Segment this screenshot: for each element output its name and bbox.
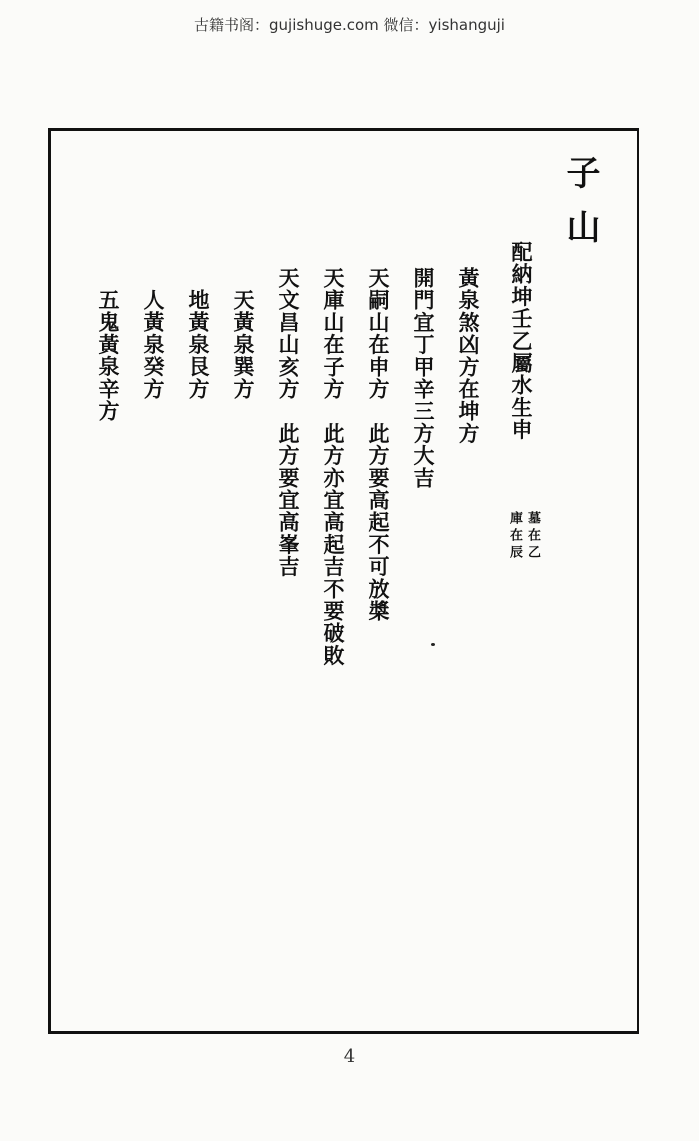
text-column-3: 開門宜丁甲辛三方大吉 (411, 267, 436, 489)
text-column-6: 天文昌山亥方 此方要宜高峯吉 (276, 267, 301, 578)
page-frame (48, 128, 639, 1034)
annotation-note-2: 庫在辰 (507, 511, 522, 562)
text-column-5: 天庫山在子方 此方亦宜高起吉不要破敗 (321, 267, 346, 667)
text-column-9: 人黃泉癸方 (141, 289, 166, 400)
text-column-4: 天嗣山在申方 此方要高起不可放槳 (366, 267, 391, 623)
text-column-10: 五鬼黃泉辛方 (96, 289, 121, 423)
text-column-7: 天黃泉巽方 (231, 289, 256, 400)
annotation-note-1: 墓在乙 (525, 511, 540, 562)
text-column-8: 地黃泉艮方 (186, 289, 211, 400)
page-number: 4 (343, 1046, 356, 1067)
text-column-2: 黃泉煞凶方在坤方 (456, 267, 481, 445)
watermark-text: 古籍书阁：gujishuge.com 微信：yishanguji (194, 16, 505, 34)
text-column-1: 配納坤壬乙屬水生申 (509, 241, 534, 441)
page-title: 子山 (560, 155, 600, 263)
ink-speck (431, 643, 435, 646)
